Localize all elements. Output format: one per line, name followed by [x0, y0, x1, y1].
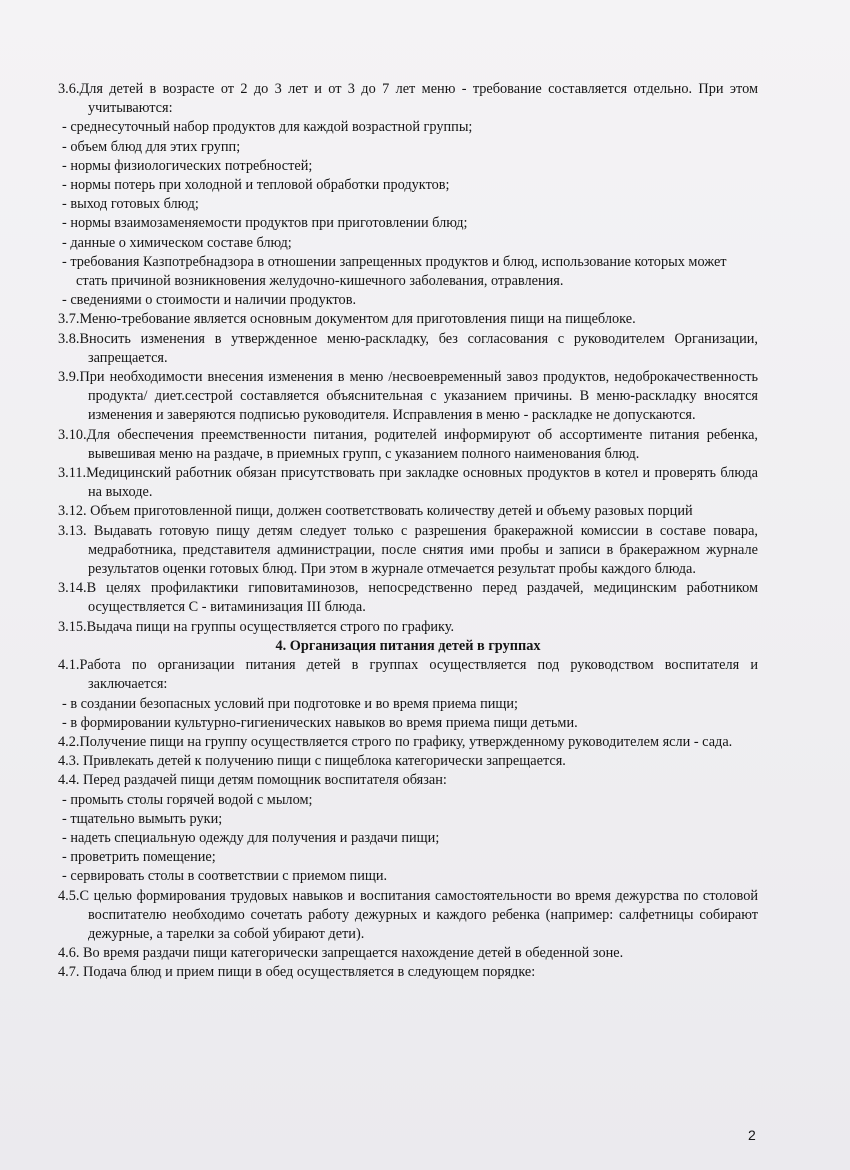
numbered-paragraph: 3.7.Меню-требование является основным документом для приготовления пищи на пищеблоке. — [58, 311, 636, 328]
numbered-paragraph: 4.3. Привлекать детей к получению пищи с пищеблока категорически запрещается. — [58, 753, 566, 770]
page-number: 2 — [748, 1127, 756, 1143]
list-bullet: - сведениями о стоимости и наличии продуктов. — [62, 292, 357, 309]
numbered-paragraph: 3.11.Медицинский работник обязан присутствовать при закладке основных продуктов в котел и проверять блюда на выходе. — [58, 465, 758, 501]
list-bullet: - объем блюд для этих групп; — [62, 138, 241, 155]
numbered-paragraph: 4.5.С целью формирования трудовых навыков и воспитания самостоятельности во время дежурства по столовой воспитателю необходимо сочетать работу дежурных и каждого ребенка (например: салфетницы собирают дежурные, а тарелки за собой убирают дети). — [58, 887, 758, 942]
list-bullet: - нормы физиологических потребностей; — [62, 157, 313, 174]
list-bullet: - тщательно вымыть руки; — [62, 810, 223, 827]
list-bullet: - данные о химическом составе блюд; — [62, 234, 292, 251]
document-body — [58, 80, 758, 983]
list-bullet: - нормы взаимозаменяемости продуктов при приготовлении блюд; — [62, 215, 468, 232]
numbered-paragraph: 4.6. Во время раздачи пищи категорически запрещается нахождение детей в обеденной зоне. — [58, 945, 624, 962]
list-bullet: - нормы потерь при холодной и тепловой обработки продуктов; — [62, 177, 450, 194]
list-bullet: - надеть специальную одежду для получения и раздачи пищи; — [62, 829, 440, 846]
numbered-paragraph: 3.10.Для обеспечения преемственности питания, родителей информируют об ассортименте питания ребенка, вывешивая меню на раздаче, в приемных групп, с указанием полного наименования блюд. — [58, 426, 758, 462]
numbered-paragraph: 4.1.Работа по организации питания детей в группах осуществляется под руководством воспитателя и заключается: — [58, 657, 758, 693]
numbered-paragraph: 4.7. Подача блюд и прием пищи в обед осуществляется в следующем порядке: — [58, 964, 536, 981]
list-bullet: - в формировании культурно-гигиенических навыков во время приема пищи детьми. — [62, 714, 578, 731]
list-bullet: - выход готовых блюд; — [62, 196, 199, 213]
numbered-paragraph: 3.8.Вносить изменения в утвержденное меню-раскладку, без согласования с руководителем Организации, запрещается. — [58, 330, 758, 366]
numbered-paragraph: 3.13. Выдавать готовую пищу детям следует только с разрешения бракеражной комиссии в составе повара, медработника, представителя администрации, после снятия ими пробы и записи в бракеражном журнале результатов оценки готовых блюд. При этом в журнале отмечается результат пробы каждого блюда. — [58, 522, 758, 578]
numbered-paragraph: 3.6.Для детей в возрасте от 2 до 3 лет и от 3 до 7 лет меню - требование составляется отдельно. При этом учитываются: — [58, 81, 758, 117]
numbered-paragraph: 3.12. Объем приготовленной пищи, должен соответствовать количеству детей и объему разовых порций — [58, 503, 693, 520]
numbered-paragraph: 4.4. Перед раздачей пищи детям помощник воспитателя обязан: — [58, 772, 447, 789]
list-bullet: - проветрить помещение; — [62, 849, 216, 866]
list-bullet: - в создании безопасных условий при подготовке и во время приема пищи; — [62, 695, 518, 712]
numbered-paragraph: 3.9.При необходимости внесения изменения в меню /несвоевременный завоз продуктов, недоброкачественность продукта/ диет.сестрой составляется объяснительная с указанием причины. В меню-раскладку вносятся изменения и заверяются подписью руководителя. Исправления в меню - раскладке не допускаются. — [58, 369, 758, 424]
list-bullet: - требования Казпотребнадзора в отношении запрещенных продуктов и блюд, использование которых может стать причиной возникновения желудочно-кишечного заболевания, отравления. — [62, 253, 727, 290]
numbered-paragraph: 3.15.Выдача пищи на группы осуществляется строго по графику. — [58, 618, 455, 635]
numbered-paragraph: 4.2.Получение пищи на группу осуществляется строго по графику, утвержденному руководителем ясли - сада. — [58, 733, 733, 750]
numbered-paragraph: 3.14.В целях профилактики гиповитаминозов, непосредственно перед раздачей, медицинским работником осуществляется С - витаминизация III блюда. — [58, 580, 758, 616]
list-bullet: - сервировать столы в соответствии с приемом пищи. — [62, 868, 388, 885]
section-heading: 4. Организация питания детей в группах — [275, 637, 541, 654]
list-bullet: - промыть столы горячей водой с мылом; — [62, 791, 313, 808]
list-bullet: - среднесуточный набор продуктов для каждой возрастной группы; — [62, 119, 473, 136]
